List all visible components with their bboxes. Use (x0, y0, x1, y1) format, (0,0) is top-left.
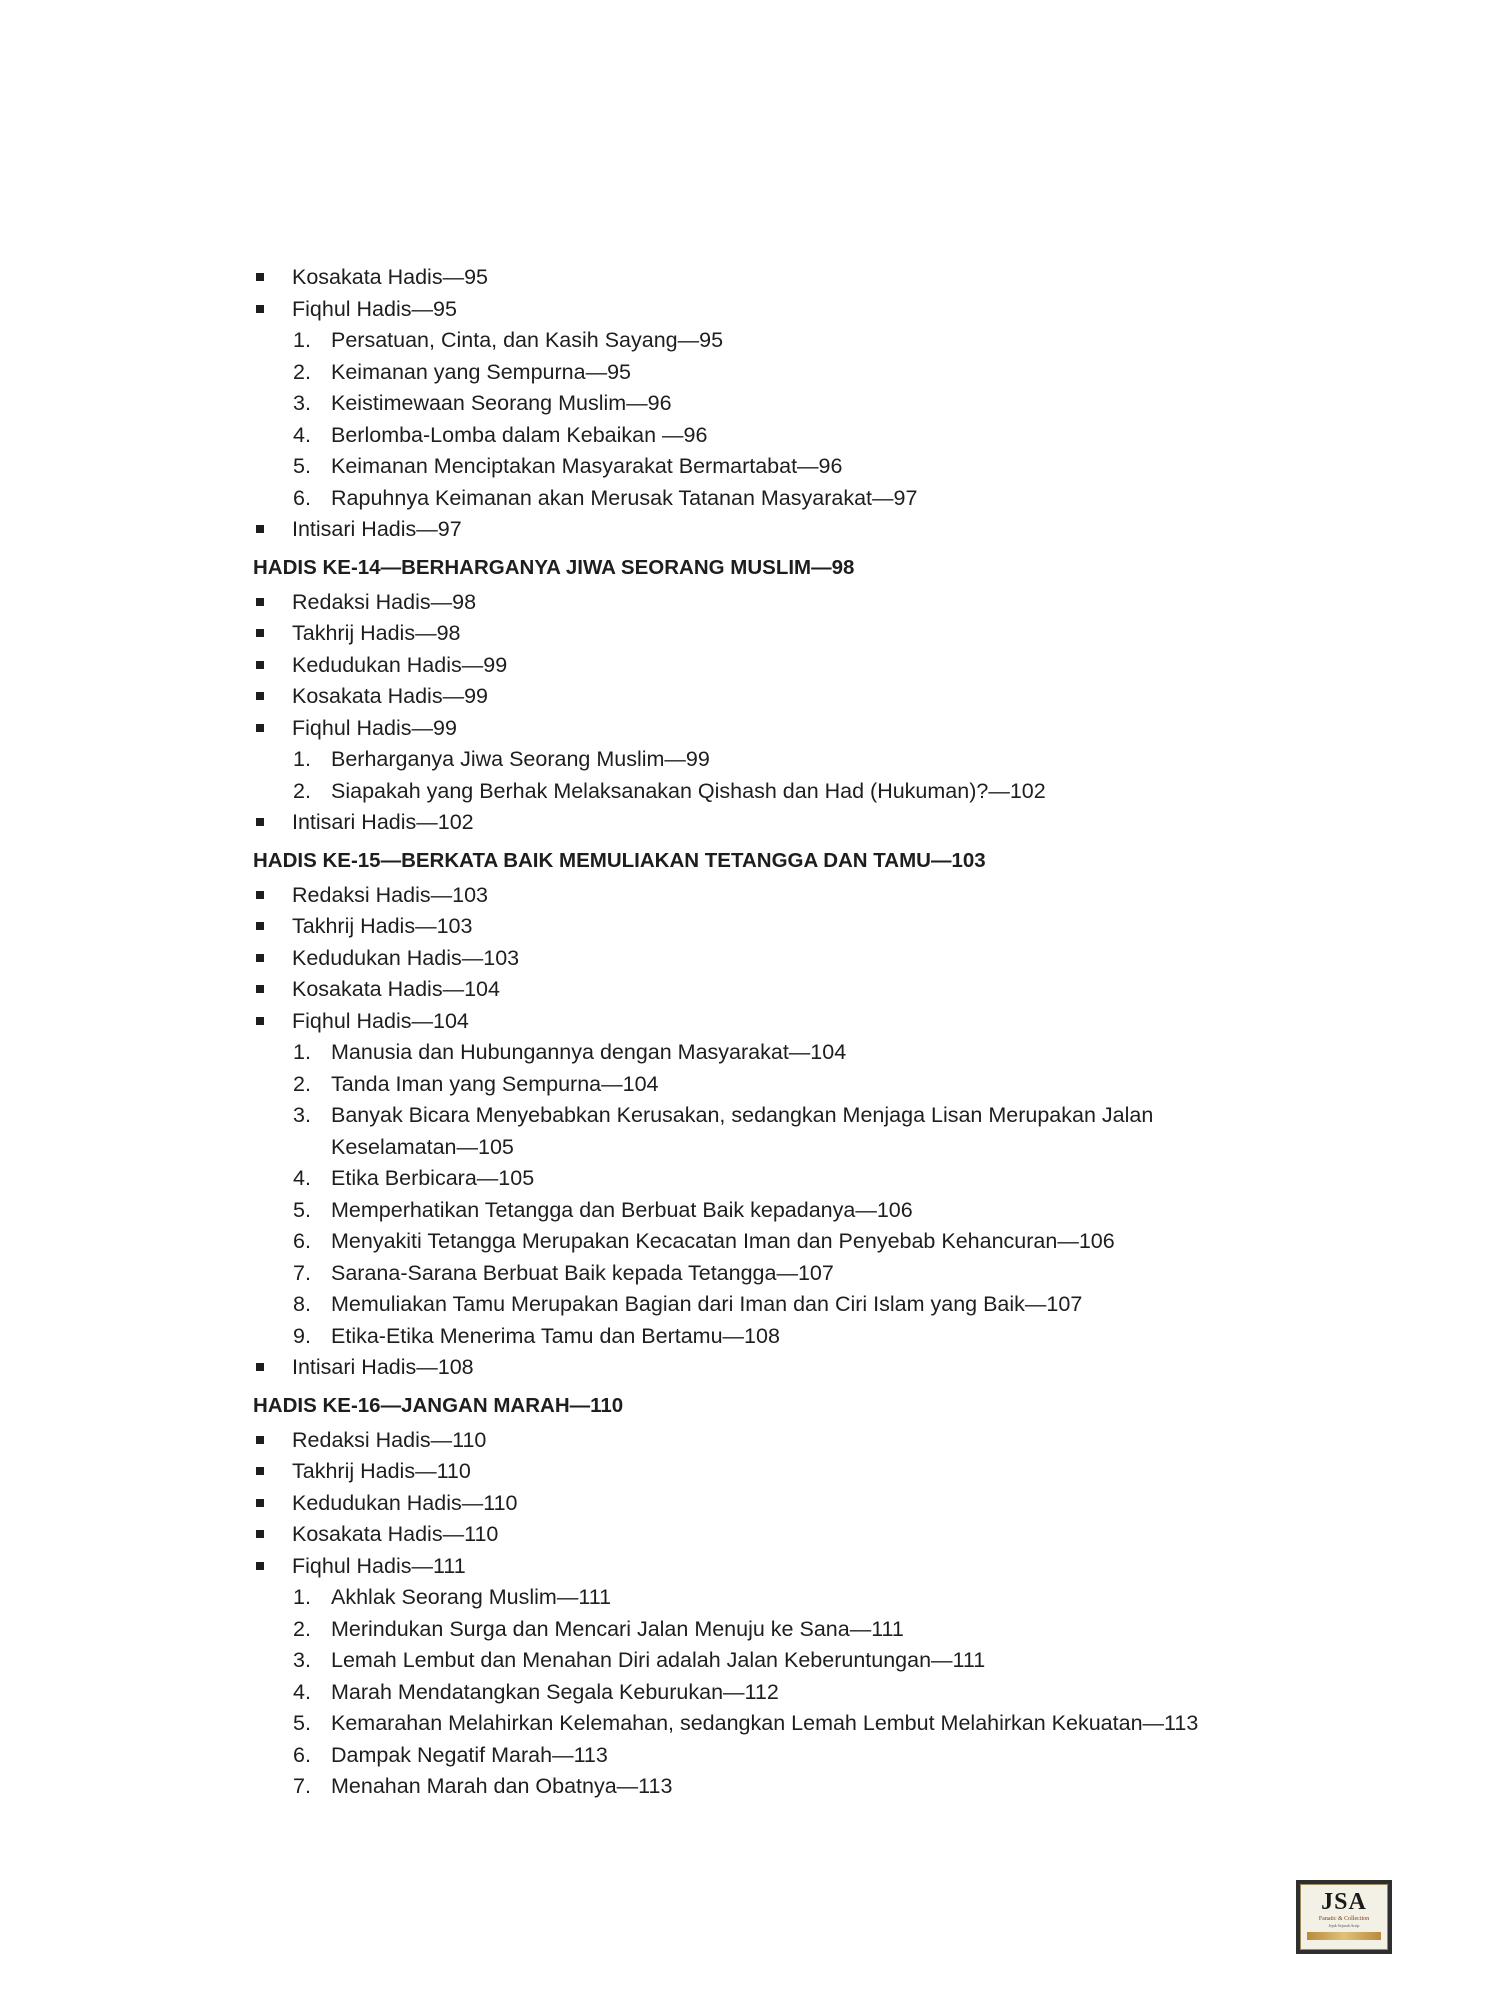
toc-item-number: 6. (293, 485, 311, 510)
toc-item-number: 1. (293, 328, 311, 352)
toc-bullet-item: Kosakata Hadis—104 (253, 974, 1253, 1006)
toc-numbered-item (253, 357, 1253, 389)
toc-bullet-item: Fiqhul Hadis—104 (253, 1006, 1253, 1038)
toc-numbered-item (253, 1037, 1253, 1069)
toc-item-text: Keistimewaan Seorang Muslim—96 (331, 391, 672, 415)
toc-bullet-item: Kosakata Hadis—99 (253, 681, 1253, 713)
toc-item-text: Siapakah yang Berhak Melaksanakan Qishash dan Had (Hukuman)?—102 (331, 778, 1046, 803)
toc-numbered-item (253, 483, 1253, 515)
logo-title: JSA (1321, 1889, 1367, 1915)
publisher-logo (1296, 1880, 1392, 1954)
toc-item-text: Etika-Etika Menerima Tamu dan Bertamu—108 (331, 1323, 780, 1348)
toc-numbered-item (253, 1771, 1253, 1803)
toc-bullet-item: Takhrij Hadis—103 (253, 911, 1253, 943)
toc-numbered-item (253, 1708, 1253, 1740)
toc-bullet-item: Kedudukan Hadis—103 (253, 943, 1253, 975)
toc-numbered-item (253, 1069, 1253, 1101)
toc-bullet-item: Fiqhul Hadis—95 (253, 294, 1253, 326)
toc-item-text: Tanda Iman yang Sempurna—104 (331, 1071, 659, 1096)
toc-item-text: Kemarahan Melahirkan Kelemahan, sedangkan Lemah Lembut Melahirkan Kekuatan—113 (331, 1711, 1199, 1735)
toc-item-number: 6. (293, 1229, 311, 1253)
toc-numbered-item (253, 451, 1253, 483)
toc-numbered-item (253, 1321, 1253, 1353)
toc-item-number: 4. (293, 422, 311, 447)
toc-item-number: 5. (293, 1197, 311, 1222)
toc-item-text: Etika Berbicara—105 (331, 1166, 535, 1190)
toc-item-text: Keimanan Menciptakan Masyarakat Bermartabat—96 (331, 454, 843, 478)
toc-numbered-item (253, 744, 1253, 776)
toc-bullet-item: Intisari Hadis—102 (253, 807, 1253, 839)
toc-item-number: 4. (293, 1166, 311, 1190)
toc-bullet-item: Redaksi Hadis—103 (253, 880, 1253, 912)
toc-item-number: 4. (293, 1679, 311, 1704)
toc-bullet-item: Kosakata Hadis—95 (253, 262, 1253, 294)
toc-item-text: Persatuan, Cinta, dan Kasih Sayang—95 (331, 328, 724, 352)
toc-bullet-item: Takhrij Hadis—98 (253, 618, 1253, 650)
toc-bullet-item: Kedudukan Hadis—110 (253, 1488, 1253, 1520)
toc-section-heading: HADIS KE-16—JANGAN MARAH—110 (253, 1393, 624, 1417)
toc-numbered-item (253, 1614, 1253, 1646)
toc-item-number: 3. (293, 391, 311, 415)
toc-numbered-item (253, 1289, 1253, 1321)
toc-item-text: Berharganya Jiwa Seorang Muslim—99 (331, 747, 710, 771)
toc-numbered-item (253, 325, 1253, 357)
toc-numbered-item (253, 1195, 1253, 1227)
toc-bullet-item: Redaksi Hadis—98 (253, 587, 1253, 619)
toc-item-text: Memperhatikan Tetangga dan Berbuat Baik kepadanya—106 (331, 1197, 913, 1222)
toc-item-number: 7. (293, 1260, 311, 1285)
toc-numbered-item (253, 1677, 1253, 1709)
toc-item-text: Menahan Marah dan Obatnya—113 (331, 1774, 673, 1798)
toc-bullet-item: Intisari Hadis—108 (253, 1352, 1253, 1384)
table-of-contents (253, 262, 1253, 1803)
toc-item-number: 8. (293, 1292, 311, 1316)
toc-item-number: 9. (293, 1323, 311, 1348)
toc-numbered-item (253, 1740, 1253, 1772)
toc-item-text: Keimanan yang Sempurna—95 (331, 359, 631, 384)
toc-item-text: Akhlak Seorang Muslim—111 (331, 1585, 612, 1609)
toc-numbered-item (253, 1582, 1253, 1614)
toc-item-text: Rapuhnya Keimanan akan Merusak Tatanan Masyarakat—97 (331, 485, 918, 510)
toc-bullet-item: Redaksi Hadis—110 (253, 1425, 1253, 1457)
toc-item-number: 1. (293, 1585, 311, 1609)
toc-item-number: 5. (293, 1711, 311, 1735)
toc-item-text: Marah Mendatangkan Segala Keburukan—112 (331, 1679, 779, 1704)
toc-item-number: 5. (293, 454, 311, 478)
toc-item-number: 7. (293, 1774, 311, 1798)
toc-item-text: Berlomba-Lomba dalam Kebaikan —96 (331, 422, 708, 447)
toc-bullet-item: Takhrij Hadis—110 (253, 1456, 1253, 1488)
toc-numbered-item (253, 1645, 1253, 1677)
toc-section-heading: HADIS KE-15—BERKATA BAIK MEMULIAKAN TETANGGA DAN TAMU—103 (253, 848, 986, 872)
toc-item-number: 2. (293, 1616, 311, 1641)
toc-item-number: 1. (293, 1040, 311, 1064)
toc-item-text: Manusia dan Hubungannya dengan Masyarakat—104 (331, 1040, 847, 1064)
toc-item-text: Sarana-Sarana Berbuat Baik kepada Tetangga—107 (331, 1260, 834, 1285)
toc-numbered-item (253, 388, 1253, 420)
toc-item-number: 3. (293, 1103, 311, 1127)
logo-tagline: Jejak Sejarah Arsip (1328, 1923, 1360, 1928)
toc-numbered-item (253, 1226, 1253, 1258)
logo-strip (1307, 1932, 1381, 1940)
toc-item-text: Memuliakan Tamu Merupakan Bagian dari Iman dan Ciri Islam yang Baik—107 (331, 1292, 1083, 1316)
toc-item-number: 2. (293, 778, 311, 803)
toc-numbered-item (253, 1258, 1253, 1290)
logo-subtitle: Fanatic & Collection (1318, 1916, 1370, 1922)
toc-item-text: Dampak Negatif Marah—113 (331, 1742, 608, 1767)
toc-bullet-item: Fiqhul Hadis—99 (253, 713, 1253, 745)
toc-numbered-item (253, 420, 1253, 452)
toc-item-text: Merindukan Surga dan Mencari Jalan Menuju ke Sana—111 (331, 1616, 904, 1641)
toc-item-number: 2. (293, 1071, 311, 1096)
toc-item-number: 2. (293, 359, 311, 384)
toc-bullet-item: Intisari Hadis—97 (253, 514, 1253, 546)
toc-numbered-item (253, 1100, 1281, 1163)
toc-numbered-item (253, 1163, 1253, 1195)
toc-bullet-item: Fiqhul Hadis—111 (253, 1551, 1253, 1583)
toc-item-text: Menyakiti Tetangga Merupakan Kecacatan Iman dan Penyebab Kehancuran—106 (331, 1229, 1115, 1253)
toc-item-number: 1. (293, 747, 311, 771)
toc-bullet-item: Kosakata Hadis—110 (253, 1519, 1253, 1551)
toc-item-number: 3. (293, 1648, 311, 1672)
toc-section-heading: HADIS KE-14—BERHARGANYA JIWA SEORANG MUSLIM—98 (253, 555, 855, 579)
toc-item-number: 6. (293, 1742, 311, 1767)
toc-item-text: Banyak Bicara Menyebabkan Kerusakan, sedangkan Menjaga Lisan Merupakan Jalan Keselamatan—105 (331, 1103, 1154, 1159)
toc-item-text: Lemah Lembut dan Menahan Diri adalah Jalan Keberuntungan—111 (331, 1648, 986, 1672)
toc-bullet-item: Kedudukan Hadis—99 (253, 650, 1253, 682)
toc-numbered-item (253, 776, 1253, 808)
